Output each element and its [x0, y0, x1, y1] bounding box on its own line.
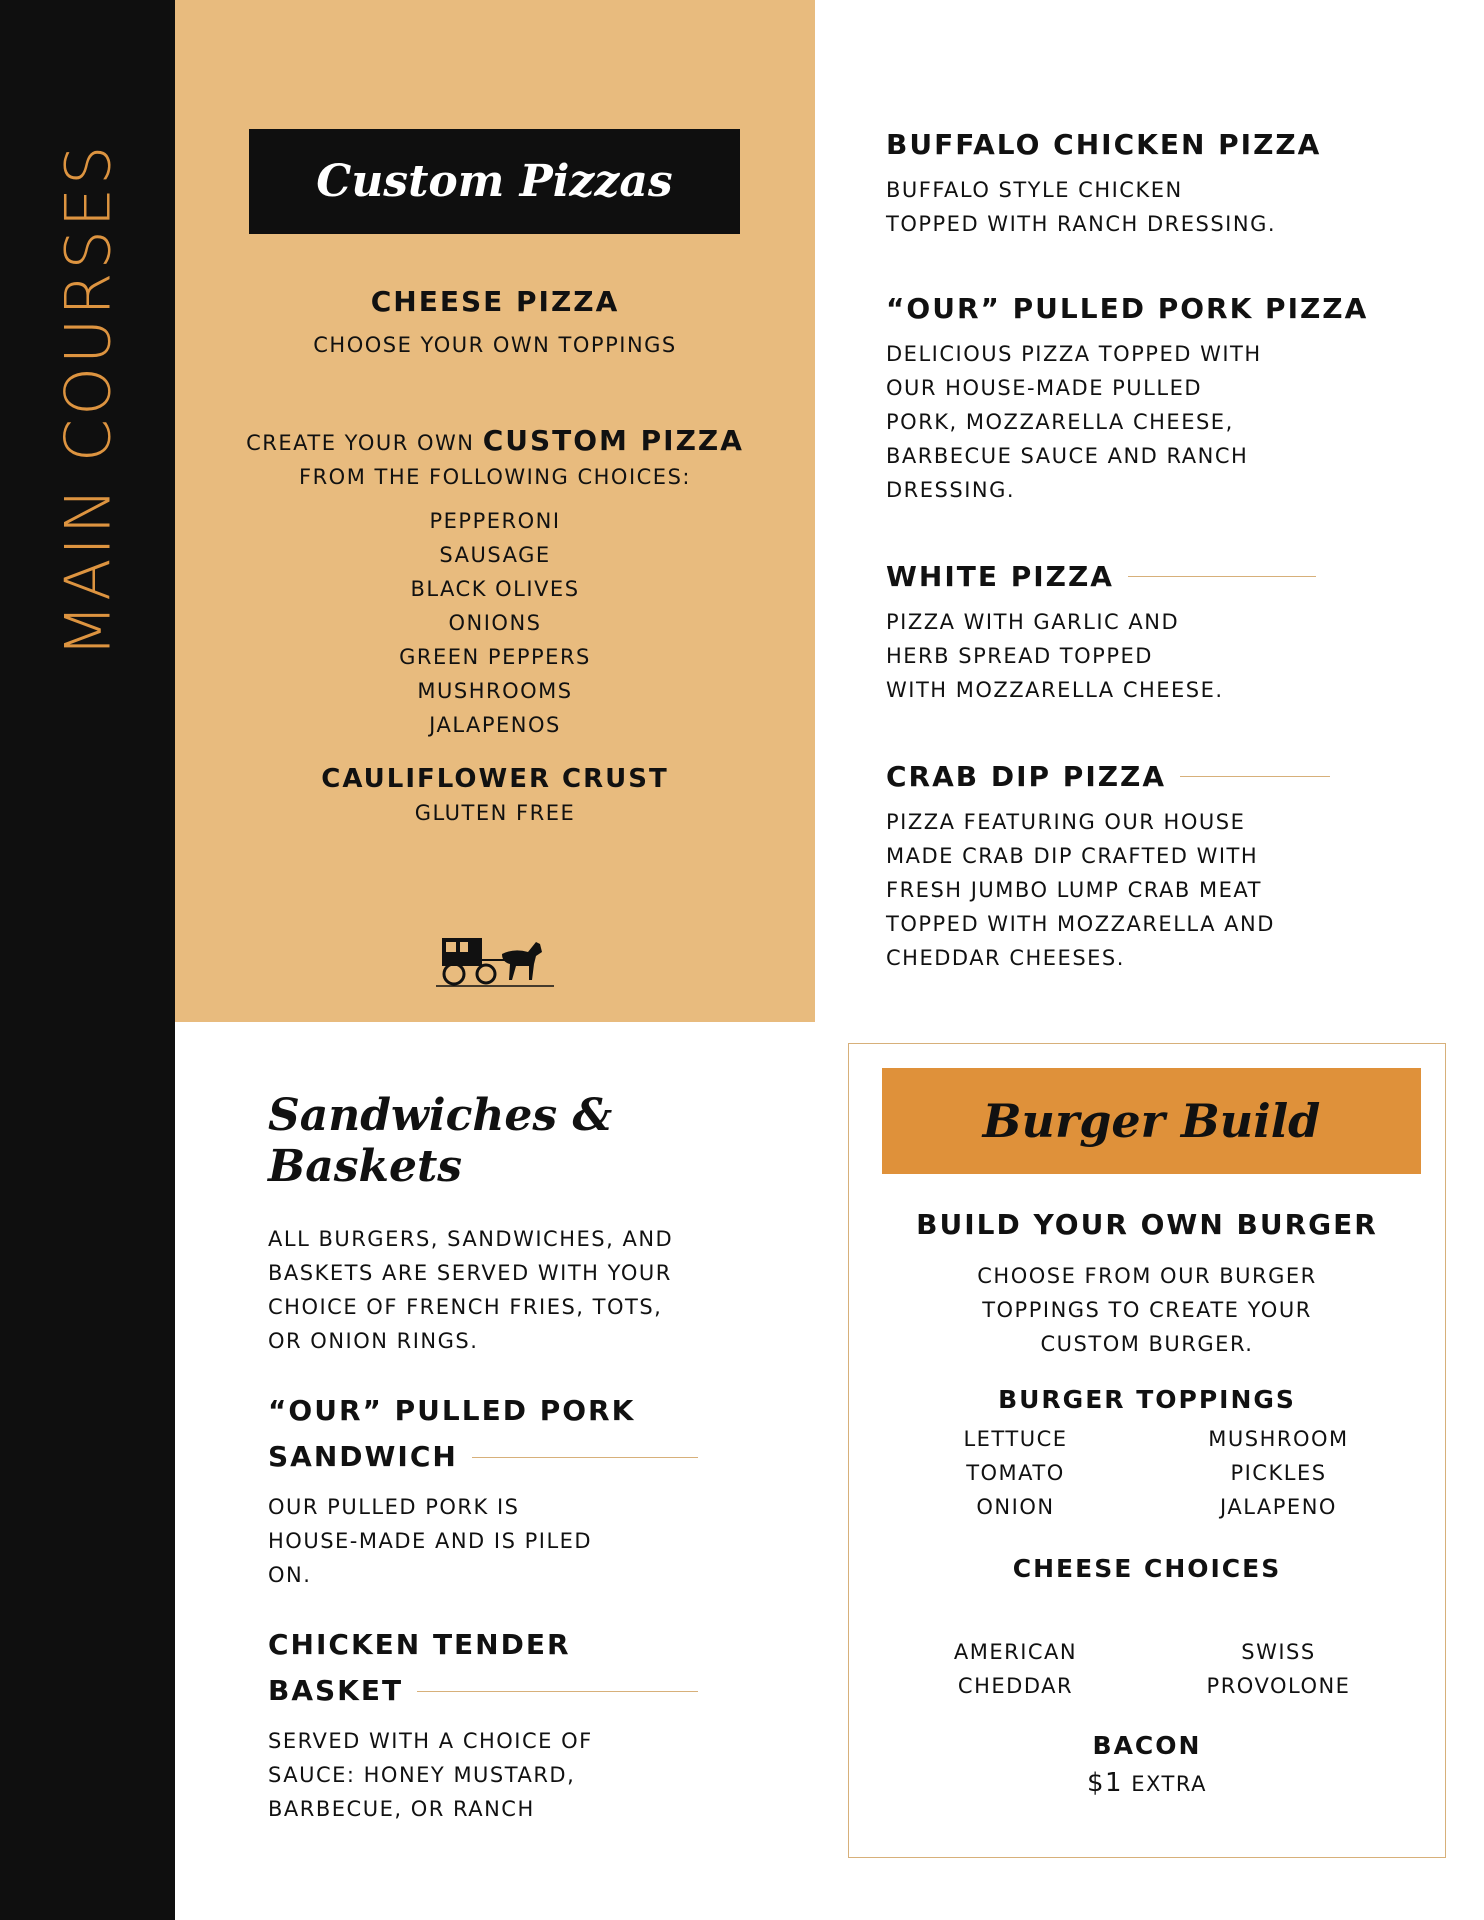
sandwich-name-line1: CHICKEN TENDER	[268, 1628, 571, 1661]
create-your-own-text	[175, 424, 815, 460]
section-title-main-courses: MAIN COURSES	[51, 142, 125, 658]
list-item: TOMATO	[966, 1461, 1065, 1485]
list-item: JALAPENOS	[429, 713, 561, 737]
bacon-price: $1	[1086, 1768, 1124, 1798]
pizza-desc-line: PIZZA FEATURING OUR HOUSE	[886, 810, 1246, 834]
pizza-desc-line: MADE CRAB DIP CRAFTED WITH	[886, 844, 1259, 868]
bacon-heading: BACON	[1092, 1731, 1202, 1760]
burger-toppings-heading: BURGER TOPPINGS	[998, 1385, 1296, 1414]
cauliflower-crust-heading: CAULIFLOWER CRUST	[321, 764, 669, 794]
sandwiches-intro-line: ALL BURGERS, SANDWICHES, AND	[268, 1227, 674, 1251]
sandwich-name-line1: “OUR” PULLED PORK	[268, 1394, 636, 1427]
list-item: ONIONS	[448, 611, 542, 635]
create-line2: FROM THE FOLLOWING CHOICES:	[299, 465, 691, 489]
pizza-desc-line: PORK, MOZZARELLA CHEESE,	[886, 410, 1234, 434]
custom-pizzas-title: Custom Pizzas	[316, 156, 673, 207]
list-item: LETTUCE	[963, 1427, 1068, 1451]
divider	[472, 1457, 698, 1458]
burger-desc-line: CHOOSE FROM OUR BURGER	[977, 1264, 1317, 1288]
pizza-desc-line: WITH MOZZARELLA CHEESE.	[886, 678, 1224, 702]
list-item: BLACK OLIVES	[410, 577, 580, 601]
sandwich-item-pulled-pork	[268, 1388, 738, 1592]
pizza-item-white	[886, 560, 1336, 707]
pizza-desc-line: CHEDDAR CHEESES.	[886, 946, 1125, 970]
pizza-desc-line: DELICIOUS PIZZA TOPPED WITH	[886, 342, 1262, 366]
cheese-choices-columns	[884, 1635, 1410, 1703]
sandwich-desc-line: BARBECUE, OR RANCH	[268, 1797, 535, 1821]
cauliflower-crust-desc: GLUTEN FREE	[414, 801, 576, 825]
pizza-desc-line: TOPPED WITH RANCH DRESSING.	[886, 212, 1277, 236]
pizza-desc-line: DRESSING.	[886, 478, 1016, 502]
sandwich-name-line2: SANDWICH	[268, 1440, 458, 1473]
cheese-pizza-heading: CHEESE PIZZA	[370, 285, 620, 318]
list-item: ONION	[976, 1495, 1055, 1519]
list-item: SWISS	[1241, 1640, 1316, 1664]
cheese-right-list	[1147, 1635, 1410, 1703]
bacon-price-line	[848, 1766, 1446, 1801]
build-burger-heading: BUILD YOUR OWN BURGER	[916, 1208, 1378, 1241]
pizza-item-buffalo	[886, 128, 1336, 241]
pizza-desc-line: BUFFALO STYLE CHICKEN	[886, 178, 1183, 202]
cheese-choices-heading: CHEESE CHOICES	[1012, 1554, 1282, 1583]
pizza-desc-line: PIZZA WITH GARLIC AND	[886, 610, 1180, 634]
burger-build-banner	[882, 1068, 1421, 1174]
sandwich-desc-line: ON.	[268, 1563, 312, 1587]
divider	[1128, 576, 1316, 577]
divider	[1180, 776, 1330, 777]
list-item: GREEN PEPPERS	[399, 645, 591, 669]
pizza-item-pulled-pork	[886, 292, 1369, 507]
sandwiches-intro-line: BASKETS ARE SERVED WITH YOUR	[268, 1261, 672, 1285]
burger-toppings-columns	[884, 1422, 1410, 1524]
sandwiches-title: Sandwiches & Baskets	[268, 1090, 613, 1192]
sandwich-desc-line: OUR PULLED PORK IS	[268, 1495, 520, 1519]
pizza-desc-line: HERB SPREAD TOPPED	[886, 644, 1153, 668]
pizza-desc-line: BARBECUE SAUCE AND RANCH	[886, 444, 1249, 468]
list-item: PROVOLONE	[1206, 1674, 1351, 1698]
list-item: SAUSAGE	[439, 543, 551, 567]
pizza-name: BUFFALO CHICKEN PIZZA	[886, 128, 1322, 161]
sandwich-name-line2: BASKET	[268, 1674, 404, 1707]
pizza-item-crab-dip	[886, 760, 1336, 975]
pizza-name: CRAB DIP PIZZA	[886, 760, 1167, 793]
pizza-desc-line: TOPPED WITH MOZZARELLA AND	[886, 912, 1275, 936]
pizza-name: “OUR” PULLED PORK PIZZA	[886, 292, 1369, 325]
burger-build-content	[848, 1208, 1446, 1801]
sandwich-desc-line: SAUCE: HONEY MUSTARD,	[268, 1763, 576, 1787]
list-item: MUSHROOM	[1208, 1427, 1349, 1451]
sandwich-desc-line: SERVED WITH A CHOICE OF	[268, 1729, 593, 1753]
sandwiches-section	[268, 1090, 738, 1826]
cheese-left-list	[884, 1635, 1147, 1703]
list-item: PICKLES	[1230, 1461, 1327, 1485]
toppings-right-list	[1147, 1422, 1410, 1524]
sandwich-item-chicken-tender	[268, 1622, 738, 1826]
toppings-list	[175, 504, 815, 742]
list-item: JALAPENO	[1220, 1495, 1337, 1519]
create-prefix: CREATE YOUR OWN	[246, 431, 483, 455]
side-title-wrap	[0, 0, 175, 820]
pizza-name: WHITE PIZZA	[886, 560, 1114, 593]
toppings-left-list	[884, 1422, 1147, 1524]
cheese-pizza-desc: CHOOSE YOUR OWN TOPPINGS	[313, 333, 677, 357]
divider	[417, 1691, 698, 1692]
pizza-desc-line: OUR HOUSE-MADE PULLED	[886, 376, 1203, 400]
list-item: PEPPERONI	[429, 509, 561, 533]
horse-buggy-icon	[436, 930, 556, 992]
burger-desc-line: CUSTOM BURGER.	[1040, 1332, 1254, 1356]
bacon-extra: EXTRA	[1131, 1772, 1207, 1796]
list-item: CHEDDAR	[957, 1674, 1074, 1698]
sandwich-desc-line: HOUSE-MADE AND IS PILED	[268, 1529, 593, 1553]
list-item: MUSHROOMS	[417, 679, 573, 703]
custom-pizzas-content	[175, 285, 815, 830]
custom-pizza-bold: CUSTOM PIZZA	[482, 424, 744, 457]
custom-pizzas-banner	[249, 129, 740, 234]
pizza-desc-line: FRESH JUMBO LUMP CRAB MEAT	[886, 878, 1262, 902]
sandwiches-intro-line: CHOICE OF FRENCH FRIES, TOTS,	[268, 1295, 663, 1319]
sandwiches-intro-line: OR ONION RINGS.	[268, 1329, 479, 1353]
burger-build-title: Burger Build	[982, 1094, 1321, 1148]
burger-desc-line: TOPPINGS TO CREATE YOUR	[982, 1298, 1312, 1322]
list-item: AMERICAN	[953, 1640, 1078, 1664]
